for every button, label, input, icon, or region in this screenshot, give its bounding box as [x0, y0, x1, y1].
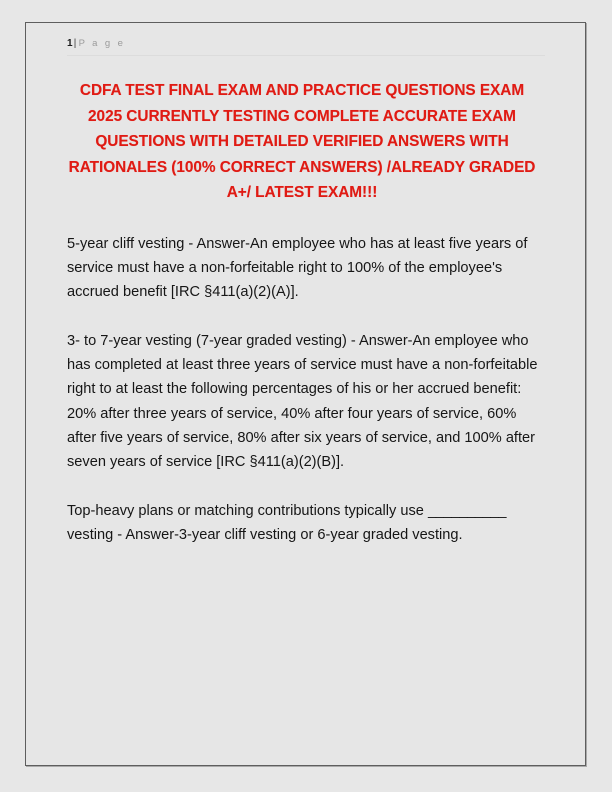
document-title: CDFA TEST FINAL EXAM AND PRACTICE QUESTIONS EXAM 2025 CURRENTLY TESTING COMPLETE ACCURATE EXAM QUESTIONS WITH DETAILED VERIFIED ANSWERS WITH RATIONALES (100% CORRECT ANSWERS) /ALREADY GRADED A+/ LATEST EXAM!!! — [68, 82, 536, 201]
header-separator: | — [73, 38, 77, 49]
document-body — [67, 232, 545, 548]
page-number: 1 — [67, 38, 73, 49]
document-page — [25, 22, 586, 766]
header-page-label: P a g e — [78, 38, 126, 49]
paragraph-spacer — [67, 304, 545, 328]
fill-in-blank: __________ — [427, 502, 507, 519]
paragraph-three-to-seven-year-graded-vesting: 3- to 7-year vesting (7-year graded vesting) - Answer-An employee who has completed at least three years of service must have a non-forfeitable right to at least the following percentages of his or her accrued benefit: 20% after three years of service, 40% after four years of service, 60% after five years of service, 80% after six years of service, and 100% after seven years of service [IRC §411(a)(2)(B)]. — [67, 332, 538, 471]
paragraph-spacer — [67, 474, 545, 498]
page-content-area — [67, 33, 545, 547]
paragraph-text-after-blank: vesting - Answer-3-year cliff vesting or 6-year graded vesting. — [67, 527, 463, 544]
paragraph-five-year-cliff-vesting: 5-year cliff vesting - Answer-An employee who has at least five years of service must have a non-forfeitable right to 100% of the employee's accrued benefit [IRC §411(a)(2)(A)]. — [67, 235, 528, 301]
paragraph-text-before-blank: Top-heavy plans or matching contributions typically use — [67, 502, 428, 519]
paragraph-top-heavy-plans-vesting — [67, 499, 545, 548]
header-divider — [67, 55, 545, 56]
running-header — [67, 33, 545, 55]
